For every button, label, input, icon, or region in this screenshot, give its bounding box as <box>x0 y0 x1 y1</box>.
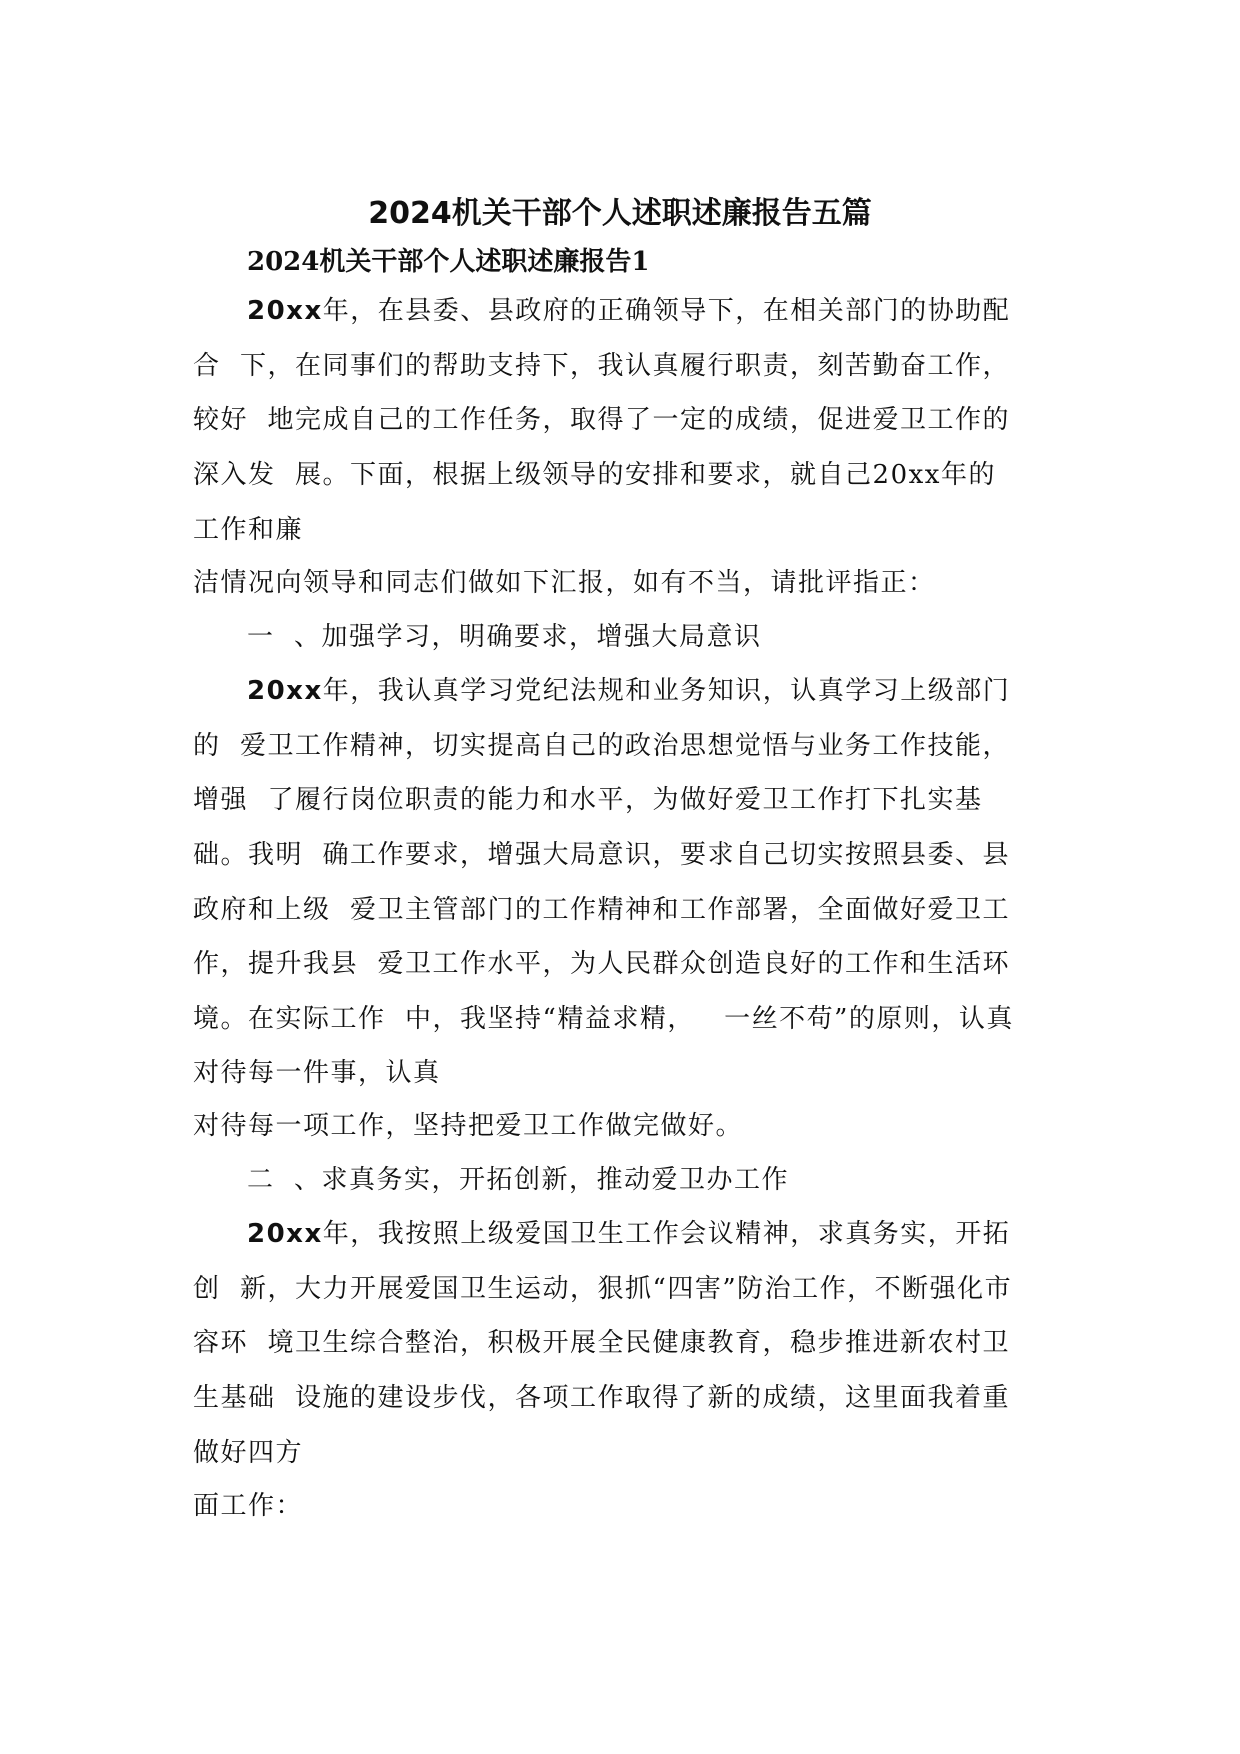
section-heading <box>247 619 762 655</box>
year-text: 20xx <box>247 676 323 706</box>
paragraph-line <box>193 946 1010 982</box>
paragraph-line <box>193 348 1010 384</box>
paragraph-line <box>247 1216 1010 1252</box>
line-text: 创 新，大力开展爱国卫生运动，狠抓“四害”防治工作，不断强化市 <box>193 1274 1013 1304</box>
line-text: 较好 地完成自己的工作任务，取得了一定的成绩，促进爱卫工作的 <box>193 405 1011 435</box>
paragraph-line <box>247 673 1010 709</box>
paragraph-line <box>193 1108 743 1144</box>
line-text: 增强 了履行岗位职责的能力和水平，为做好爱卫工作打下扎实基 <box>193 785 983 815</box>
paragraph-line <box>193 728 1010 764</box>
paragraph-line <box>193 782 983 818</box>
line-text: 二 、求真务实，开拓创新，推动爱卫办工作 <box>247 1165 790 1195</box>
paragraph-line <box>193 837 1010 873</box>
line-text: 工作和廉 <box>193 515 304 545</box>
line-text: 的 爱卫工作精神，切实提高自己的政治思想觉悟与业务工作技能， <box>193 731 1011 761</box>
paragraph-line <box>193 1435 303 1471</box>
year-text: 20xx <box>247 1219 323 1249</box>
paragraph-line <box>193 512 303 548</box>
line-text: 年，在县委、县政府的正确领导下，在相关部门的协助配 <box>322 296 1011 326</box>
paragraph-line <box>193 1001 1014 1037</box>
paragraph-line <box>193 1055 441 1091</box>
line-text: 年，我按照上级爱国卫生工作会议精神，求真务实，开拓 <box>322 1219 1011 1249</box>
paragraph-line <box>193 565 936 601</box>
line-text: 作，提升我县 爱卫工作水平，为人民群众创造良好的工作和生活环 <box>193 949 1011 979</box>
paragraph-line <box>193 457 996 493</box>
year-text: 20xx <box>247 296 323 326</box>
line-text: 年，我认真学习党纪法规和业务知识，认真学习上级部门 <box>322 676 1011 706</box>
paragraph-line <box>193 892 1010 928</box>
section-heading <box>247 1162 789 1198</box>
line-text: 生基础 设施的建设步伐，各项工作取得了新的成绩，这里面我着重 <box>193 1383 1011 1413</box>
line-text: 面工作： <box>193 1491 304 1521</box>
line-text: 容环 境卫生综合整治，积极开展全民健康教育，稳步推进新农村卫 <box>193 1328 1011 1358</box>
line-text: 深入发 展。下面，根据上级领导的安排和要求，就自己20xx年的 <box>193 460 996 490</box>
paragraph-line <box>193 402 1010 438</box>
line-text: 政府和上级 爱卫主管部门的工作精神和工作部署，全面做好爱卫工 <box>193 895 1011 925</box>
line-text: 对待每一件事，认真 <box>193 1058 441 1088</box>
line-text: 洁情况向领导和同志们做如下汇报，如有不当，请批评指正： <box>193 568 936 598</box>
line-text: 一 、加强学习，明确要求，增强大局意识 <box>247 622 762 652</box>
paragraph-line <box>193 1488 303 1524</box>
line-text: 合 下，在同事们的帮助支持下，我认真履行职责，刻苦勤奋工作， <box>193 351 1011 381</box>
line-text: 对待每一项工作，坚持把爱卫工作做完做好。 <box>193 1111 744 1141</box>
paragraph-line <box>193 1380 1010 1416</box>
document-title: 2024机关干部个人述职述廉报告五篇 <box>368 196 872 231</box>
section-title: 2024机关干部个人述职述廉报告1 <box>247 247 650 277</box>
line-text: 础。我明 确工作要求，增强大局意识，要求自己切实按照县委、县 <box>193 840 1011 870</box>
paragraph-line <box>247 293 1010 329</box>
line-text: 做好四方 <box>193 1438 304 1468</box>
line-text: 境。在实际工作 中，我坚持“精益求精， 一丝不苟”的原则，认真 <box>193 1004 1014 1034</box>
paragraph-line <box>193 1325 1010 1361</box>
paragraph-line <box>193 1271 1012 1307</box>
